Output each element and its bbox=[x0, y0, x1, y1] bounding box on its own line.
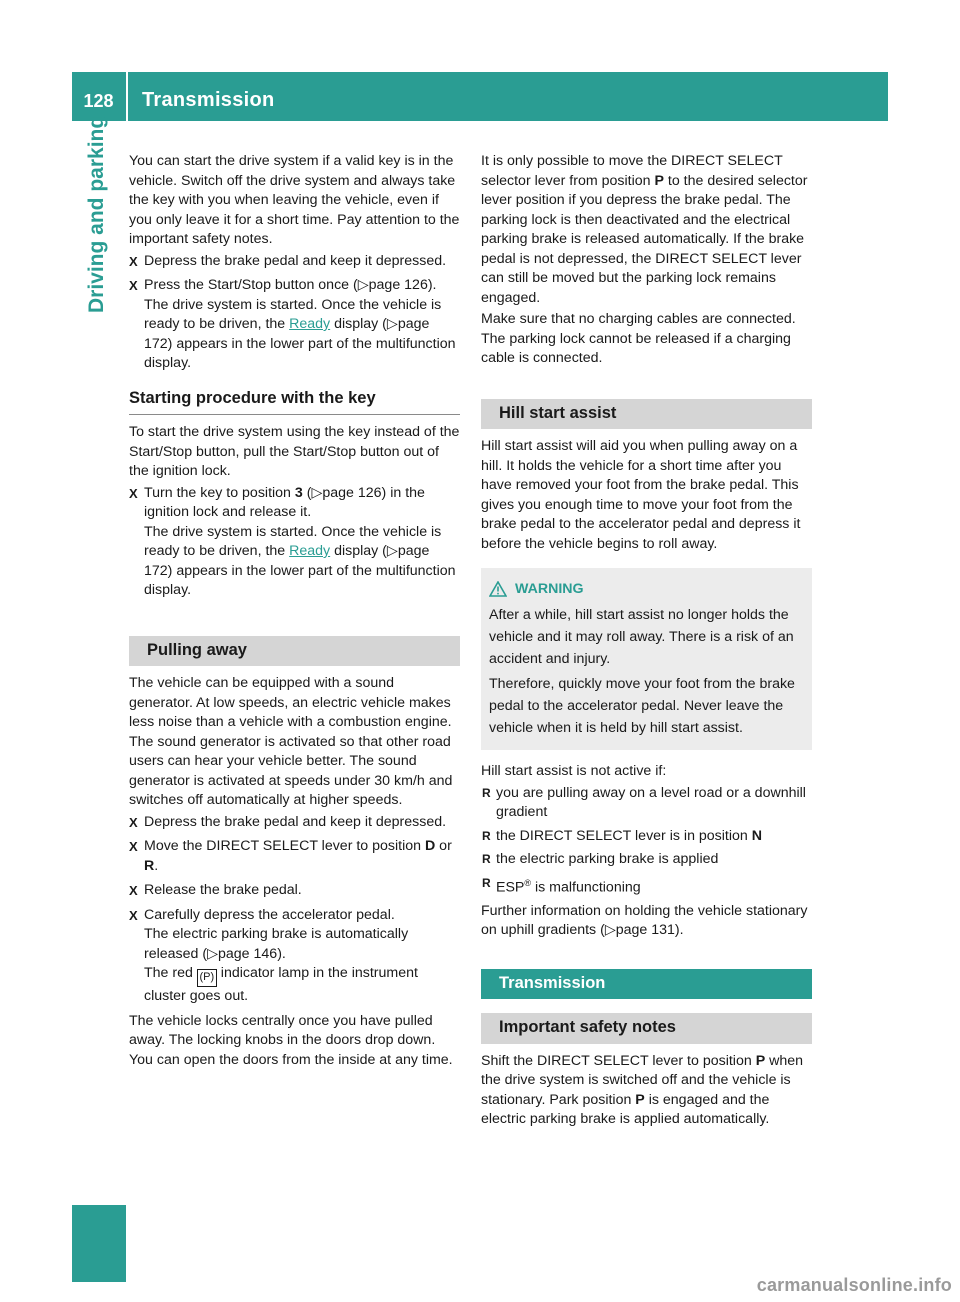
not-active-label: Hill start assist is not active if: bbox=[481, 763, 667, 779]
warning-title: WARNING bbox=[489, 578, 800, 600]
page-ref-link[interactable]: page 146). bbox=[218, 945, 286, 962]
bullet-icon: R bbox=[482, 875, 491, 890]
bullet-icon: R bbox=[482, 852, 491, 866]
list-item: R the electric parking brake is applied bbox=[481, 850, 812, 870]
charging-paragraph: Make sure that no charging cables are connected. The parking lock cannot be released if a charging cable is connected. bbox=[481, 311, 796, 366]
key-intro-paragraph: To start the drive system using the key instead of the Start/Stop button, pull the Start/Stop button out of the ignition lock. bbox=[129, 424, 460, 479]
page-ref-link[interactable]: page 131). bbox=[615, 922, 684, 939]
page-ref-icon: ▷ bbox=[357, 277, 369, 293]
step-item: X Turn the key to position 3 (▷page 126) in the ignition lock and release it. The drive system is started. Once the vehicle is ready to be driven, the Ready display (▷page 172) appears in the lower part of the multifunction display. bbox=[129, 484, 456, 598]
page-ref-icon: ▷ bbox=[207, 945, 219, 962]
step-marker-icon: X bbox=[129, 839, 138, 854]
page-ref-link[interactable]: page 126). bbox=[368, 277, 437, 293]
header-title: Transmission bbox=[142, 89, 275, 111]
pulling-paragraph: The vehicle can be equipped with a sound generator. At low speeds, an electric vehicle makes less noise than a vehicle with a combustion engine. The sound generator is activated so that other road users can hear your vehicle better. The sound generator is activated at speeds under 30 km/h and switches off automatically at higher speeds. bbox=[129, 675, 453, 808]
heading-safety-notes: Important safety notes bbox=[481, 1013, 812, 1044]
page-number: 128 bbox=[83, 91, 114, 111]
bullet-icon: R bbox=[482, 828, 491, 843]
page-ref-icon: ▷ bbox=[604, 922, 616, 939]
side-tab-text: Driving and parking bbox=[85, 115, 108, 313]
warning-text: After a while, hill start assist no longer holds the vehicle and it may roll away. There is a risk of an accident and injury. bbox=[489, 607, 794, 667]
side-tab-marker bbox=[72, 1205, 126, 1282]
step-item: X Depress the brake pedal and keep it depressed. bbox=[129, 813, 460, 833]
step-marker-icon: X bbox=[129, 814, 138, 830]
further-info-paragraph: Further information on holding the vehicle stationary on uphill gradients (▷page 131). bbox=[481, 902, 808, 939]
direct-select-paragraph: It is only possible to move the DIRECT SELECT selector lever from position P to the desired selector lever position if you depress the brake pedal. The parking lock is then deactivated and the electrical parking brake is released automatically. If the brake pedal is not depressed, the DIRECT SELECT lever can still be moved but the parking lock remains engaged. bbox=[481, 153, 808, 306]
ready-display-label: Ready bbox=[289, 316, 331, 332]
list-item: R you are pulling away on a level road or a downhill gradient bbox=[482, 784, 806, 820]
left-column bbox=[129, 152, 460, 1072]
right-column bbox=[481, 152, 812, 1132]
pulling-end-paragraph: The vehicle locks centrally once you have pulled away. The locking knobs in the doors drop down. You can open the doors from the inside at any time. bbox=[129, 1012, 453, 1068]
step-marker-icon: X bbox=[129, 907, 138, 923]
step-marker-icon: X bbox=[129, 253, 138, 269]
list-item: R ESP® is malfunctioning bbox=[482, 875, 641, 896]
bullet-icon: R bbox=[482, 785, 491, 800]
warning-box bbox=[481, 568, 812, 750]
warning-triangle-icon bbox=[489, 581, 507, 597]
list-item: R the DIRECT SELECT lever is in position N bbox=[481, 827, 812, 847]
hill-paragraph: Hill start assist will aid you when pulling away on a hill. It holds the vehicle for a short time after you have removed your foot from the brake pedal. This gives you enough time to move your foot from the brake pedal to the accelerator pedal and depress it before the vehicle begins to roll away. bbox=[481, 438, 801, 552]
step-marker-icon: X bbox=[129, 883, 138, 898]
heading-key-start: Starting procedure with the key bbox=[129, 389, 460, 416]
step-item: X Carefully depress the accelerator pedal. The electric parking brake is automatically released (▷page 146). The red (P) indicator lamp in the instrument cluster goes out. bbox=[129, 906, 418, 1004]
step-marker-icon: X bbox=[129, 278, 138, 293]
step-item: X Move the DIRECT SELECT lever to position D or R. bbox=[129, 838, 452, 874]
intro-paragraph: You can start the drive system if a valid key is in the vehicle. Switch off the drive system and always take the key with you when leaving the vehicle, even if you only leave it for a short time. Pay attention to the important safety notes. bbox=[129, 153, 460, 247]
page-ref-link[interactable]: page 172) appears in the lower part of the multifunction display. bbox=[144, 316, 456, 371]
header-divider bbox=[126, 72, 128, 121]
parking-brake-lamp-icon: (P) bbox=[197, 969, 217, 987]
page-ref-icon: ▷ bbox=[311, 484, 323, 501]
heading-hill-start: Hill start assist bbox=[481, 399, 812, 430]
page-ref-icon: ▷ bbox=[386, 543, 398, 559]
page-ref-link[interactable]: page 126) in the ignition lock and release it. bbox=[144, 484, 425, 520]
heading-transmission: Transmission bbox=[481, 969, 812, 1000]
step-item: X Press the Start/Stop button once (▷page 126). The drive system is started. Once the vehicle is ready to be driven, the Ready display (▷page 172) appears in the lower part of the multifunction display. bbox=[129, 277, 456, 371]
page-ref-link[interactable]: page 172) appears in the lower part of the multifunction display. bbox=[144, 543, 456, 598]
page-header bbox=[72, 72, 888, 121]
safety-paragraph: Shift the DIRECT SELECT lever to position P when the drive system is switched off and the vehicle is stationary. Park position P is engaged and the electric parking brake is applied automatically. bbox=[481, 1052, 804, 1128]
step-item: X Release the brake pedal. bbox=[129, 881, 460, 901]
page-ref-icon: ▷ bbox=[386, 316, 398, 332]
warning-text: Therefore, quickly move your foot from the brake pedal to the accelerator pedal. Never leave the vehicle when it is held by hill start assist. bbox=[489, 676, 795, 736]
heading-pulling-away: Pulling away bbox=[129, 636, 460, 667]
watermark: carmanualsonline.info bbox=[756, 1275, 952, 1295]
ready-display-label: Ready bbox=[289, 543, 331, 559]
step-marker-icon: X bbox=[129, 485, 138, 501]
step-item: X Depress the brake pedal and keep it depressed. bbox=[129, 252, 460, 272]
